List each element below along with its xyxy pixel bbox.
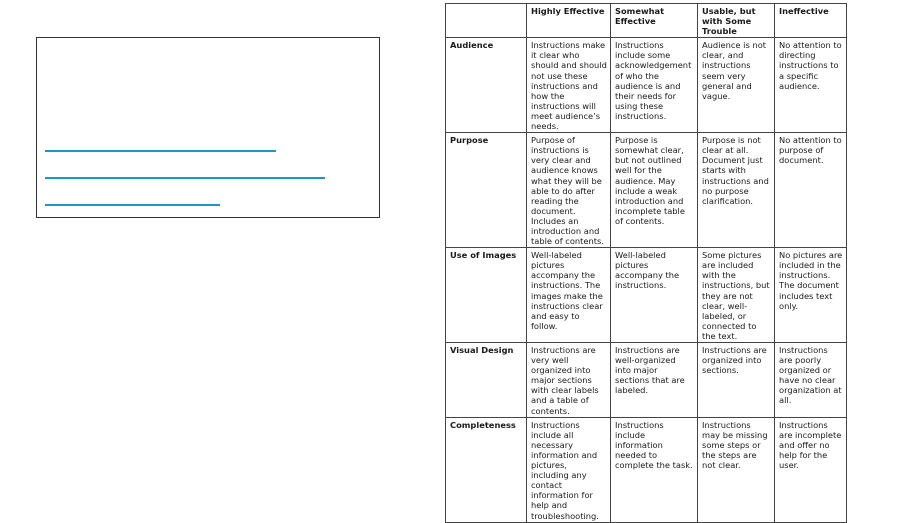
table-cell: No attention to purpose of document. <box>775 133 847 248</box>
table-cell: Instructions include all necessary information and pictures, including any contact information for help and troubleshooting. <box>527 417 611 522</box>
table-cell: Instructions make it clear who should and should not use these instructions and how the instructions will meet audience’s needs. <box>527 38 611 133</box>
table-row <box>446 38 847 133</box>
rubric-table <box>445 3 847 523</box>
row-header: Visual Design <box>446 343 527 418</box>
table-cell: Well-labeled pictures accompany the instructions. The images make the instructions clear and easy to follow. <box>527 248 611 343</box>
table-cell: No attention to directing instructions to a specific audience. <box>775 38 847 133</box>
row-header: Completeness <box>446 417 527 522</box>
table-cell: Audience is not clear, and instructions seem very general and vague. <box>698 38 775 133</box>
table-cell: Instructions include information needed to complete the task. <box>611 417 698 522</box>
table-cell: Instructions include some acknowledgement of who the audience is and their needs for using these instructions. <box>611 38 698 133</box>
table-row <box>446 133 847 248</box>
header-row <box>446 4 847 38</box>
table-cell: No pictures are included in the instructions. The document includes text only. <box>775 248 847 343</box>
row-header: Use of Images <box>446 248 527 343</box>
row-header: Purpose <box>446 133 527 248</box>
table-cell: Instructions are incomplete and offer no help for the user. <box>775 417 847 522</box>
table-row <box>446 417 847 522</box>
column-header: Ineffective <box>775 4 847 38</box>
accent-line-3 <box>45 204 220 206</box>
accent-line-2 <box>45 177 325 179</box>
table-cell: Instructions are very well organized into major sections with clear labels and a table of contents. <box>527 343 611 418</box>
table-row <box>446 248 847 343</box>
table-cell: Instructions may be missing some steps or the steps are not clear. <box>698 417 775 522</box>
table-cell: Instructions are poorly organized or have no clear organization at all. <box>775 343 847 418</box>
corner-cell <box>446 4 527 38</box>
table-cell: Purpose of instructions is very clear and audience knows what they will be able to do after reading the document. Includes an introduction and table of contents. <box>527 133 611 248</box>
accent-line-1 <box>45 150 276 152</box>
table-cell: Purpose is somewhat clear, but not outlined well for the audience. May include a weak introduction and incomplete table of contents. <box>611 133 698 248</box>
table-row <box>446 343 847 418</box>
row-header: Audience <box>446 38 527 133</box>
column-header: Usable, but with Some Trouble <box>698 4 775 38</box>
column-header: Highly Effective <box>527 4 611 38</box>
table-cell: Instructions are well-organized into major sections that are labeled. <box>611 343 698 418</box>
table-cell: Some pictures are included with the instructions, but they are not clear, well-labeled, or connected to the text. <box>698 248 775 343</box>
table-cell: Instructions are organized into sections. <box>698 343 775 418</box>
table-cell: Well-labeled pictures accompany the instructions. <box>611 248 698 343</box>
blank-text-box <box>36 37 380 218</box>
table-cell: Purpose is not clear at all. Document just starts with instructions and no purpose clarification. <box>698 133 775 248</box>
column-header: Somewhat Effective <box>611 4 698 38</box>
